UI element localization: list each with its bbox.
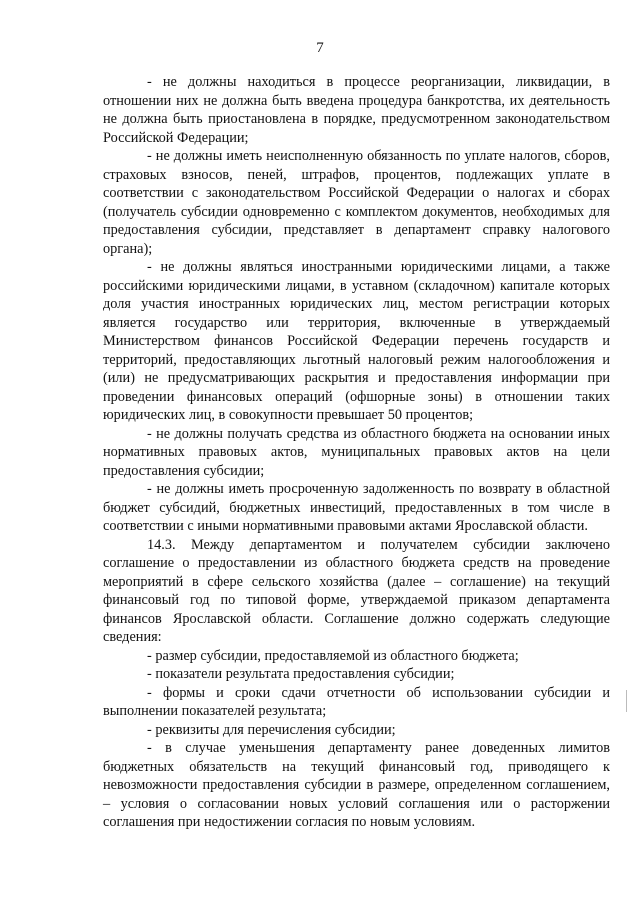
paragraph: 14.3. Между департаментом и получателем субсидии заключено соглашение о предоставлении из областного бюджета средств на проведение мероприятий в сфере сельского хозяйства (далее – соглашение) на текущий финансовый год по типовой форме, утверждаемой приказом департамента финансов Ярославской области. Соглашение должно содержать следующие сведения:	[103, 536, 610, 645]
paragraph: - не должны иметь неисполненную обязанность по уплате налогов, сборов, страховых взносов, пеней, штрафов, процентов, подлежащих уплате в соответствии с законодательством Российской Федерации о налогах и сборах (получатель субсидии одновременно с комплектом документов, необходимых для предоставления субсидии, представляет в департамент справку налогового органа);	[103, 148, 610, 257]
paragraph: - реквизиты для перечисления субсидии;	[147, 721, 396, 738]
page-number: 7	[316, 40, 324, 56]
paragraph: - формы и сроки сдачи отчетности об использовании субсидии и выполнении показателей результата;	[103, 684, 610, 719]
scan-margin-mark	[626, 690, 627, 712]
paragraph: - размер субсидии, предоставляемой из областного бюджета;	[147, 647, 519, 664]
paragraph: - показатели результата предоставления субсидии;	[147, 666, 455, 682]
paragraph: - в случае уменьшения департаменту ранее доведенных лимитов бюджетных обязательств на текущий финансовый год, приводящего к невозможности предоставления субсидии в размере, определенном соглашением, – условия о согласовании новых условий соглашения или о расторжении соглашения при недостижении согласия по новым условиям.	[103, 740, 610, 830]
document-body	[103, 73, 610, 832]
paragraph: - не должны находиться в процессе реорганизации, ликвидации, в отношении них не должна быть введена процедура банкротства, их деятельность не должна быть приостановлена в порядке, предусмотренном законодательством Российской Федерации;	[103, 74, 610, 146]
paragraph: - не должны иметь просроченную задолженность по возврату в областной бюджет субсидий, бюджетных инвестиций, предоставленных в том числе в соответствии с иными нормативными правовыми актами Ярославской области.	[103, 481, 610, 534]
paragraph: - не должны являться иностранными юридическими лицами, а также российскими юридическими лицами, в уставном (складочном) капитале которых доля участия иностранных юридических лиц, местом регистрации которых является государство или территория, включенные в утверждаемый Министерством финансов Российской Федерации перечень государств и территорий, предоставляющих льготный налоговый режим налогообложения и (или) не предусматривающих раскрытия и предоставления информации при проведении финансовых операций (офшорные зоны) в отношении таких юридических лиц, в совокупности превышает 50 процентов;	[103, 259, 610, 423]
paragraph: - не должны получать средства из областного бюджета на основании иных нормативных правовых актов, муниципальных правовых актов на цели предоставления субсидии;	[103, 425, 610, 479]
